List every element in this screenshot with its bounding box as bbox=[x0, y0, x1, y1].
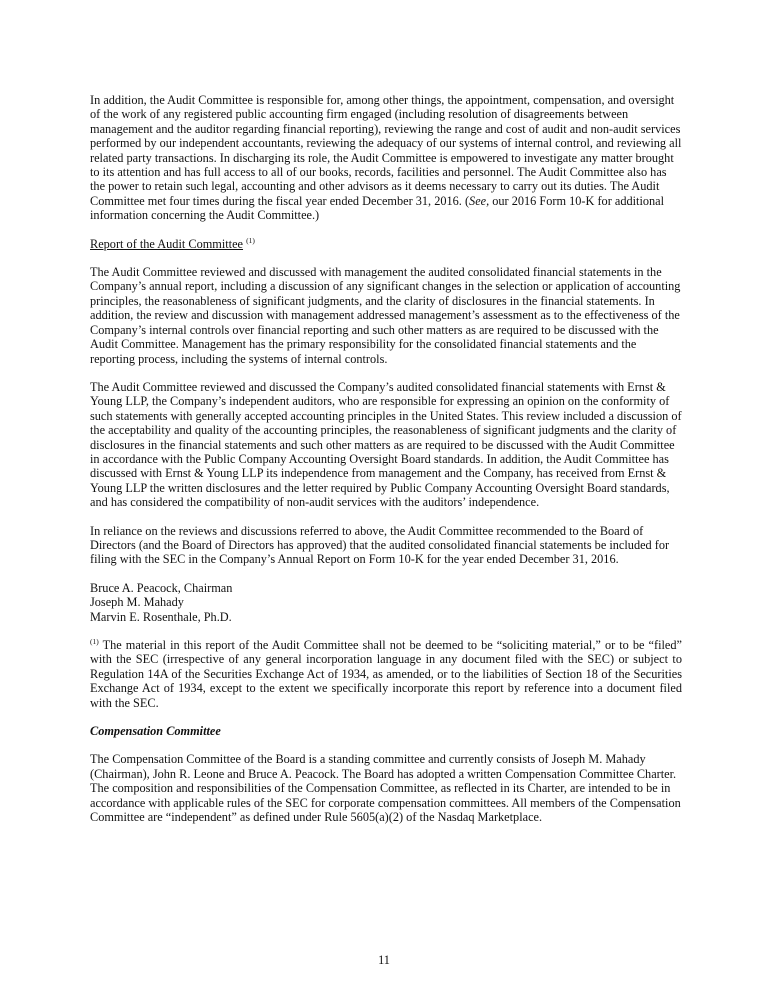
report-paragraph-1: The Audit Committee reviewed and discussed with management the audited consolidated financial statements in the Company’s annual report, including a discussion of any significant changes in the selection or application of accounting principles, the reasonableness of significant judgments, and the clarity of disclosures in the financial statements. In addition, the review and discussion with management addressed management’s assessment as to the effectiveness of the Company’s internal controls over financial reporting and such other matters as are required to be discussed with the Audit Committee. Management has the primary responsibility for the consolidated financial statements and the reporting process, including the systems of internal controls. bbox=[90, 265, 681, 366]
footnote-mark: (1) bbox=[90, 637, 99, 646]
page-number: 11 bbox=[378, 953, 390, 967]
signatory: Bruce A. Peacock, Chairman bbox=[90, 580, 233, 595]
see-reference: See, bbox=[469, 193, 490, 208]
report-heading bbox=[90, 237, 682, 251]
signatory-list bbox=[90, 581, 682, 624]
footnote-mark: (1) bbox=[246, 235, 255, 245]
report-heading-text: Report of the Audit Committee bbox=[90, 236, 244, 251]
signatory: Joseph M. Mahady bbox=[90, 595, 184, 610]
report-paragraph-2: The Audit Committee reviewed and discussed the Company’s audited consolidated financial statements with Ernst & Young LLP, the Company’s independent auditors, who are responsible for expressing an opinion on the conformity of such statements with generally accepted accounting principles in the United States. This review included a discussion of the acceptability and quality of the accounting principles, the reasonableness of significant judgments and the clarity of disclosures in the financial statements and such other matters as are required to be discussed with the Audit Committee in accordance with the Public Company Accounting Oversight Board standards. In addition, the Audit Committee has discussed with Ernst & Young LLP its independence from management and the Company, has received from Ernst & Young LLP the written disclosures and the letter required by Public Company Accounting Oversight Board standards, and has considered the compatibility of non-audit services with the auditors’ independence. bbox=[90, 379, 682, 510]
compensation-committee-paragraph: The Compensation Committee of the Board is a standing committee and currently consists of Joseph M. Mahady (Chairman), John R. Leone and Bruce A. Peacock. The Board has adopted a written Compensation Committee Charter. The composition and responsibilities of the Compensation Committee, as reflected in its Charter, are intended to be in accordance with applicable rules of the SEC for corporate compensation committees. All members of the Compensation Committee are “independent” as defined under Rule 5605(a)(2) of the Nasdaq Marketplace. bbox=[90, 752, 681, 825]
footnote bbox=[90, 638, 682, 710]
audit-committee-intro-paragraph: In addition, the Audit Committee is responsible for, among other things, the appointment, compensation, and oversight of the work of any registered public accounting firm engaged (including resolution of disagreements between management and the auditor regarding financial reporting), reviewing the range and cost of audit and non-audit services performed by our independent accountants, reviewing the adequacy of our systems of internal control, and reviewing all related party transactions. In discharging its role, the Audit Committee is empowered to investigate any matter brought to its attention and has full access to all of our books, records, facilities and personnel. The Audit Committee also has the power to retain such legal, accounting and other advisors as it deems necessary to carry out its duties. The Audit Committee met four times during the fiscal year ended December 31, 2016. (See, our 2016 Form 10-K for additional information concerning the Audit Committee.) bbox=[90, 93, 682, 223]
signatory: Marvin E. Rosenthale, Ph.D. bbox=[90, 609, 232, 624]
document-page bbox=[90, 93, 682, 838]
report-paragraph-3: In reliance on the reviews and discussions referred to above, the Audit Committee recommended to the Board of Directors (and the Board of Directors has approved) that the audited consolidated financial statements be included for filing with the SEC in the Company’s Annual Report on Form 10-K for the year ended December 31, 2016. bbox=[90, 523, 670, 567]
footnote-text: The material in this report of the Audit Committee shall not be deemed to be “soliciting material,” or to be “filed” with the SEC (irrespective of any general incorporation language in any document filed with the SEC) or subject to Regulation 14A of the Securities Exchange Act of 1934, as amended, or to the liabilities of Section 18 of the Securities Exchange Act of 1934, except to the extent we specifically incorporate this report by reference into a document filed with the SEC. bbox=[90, 638, 682, 710]
compensation-committee-heading: Compensation Committee bbox=[90, 724, 221, 739]
